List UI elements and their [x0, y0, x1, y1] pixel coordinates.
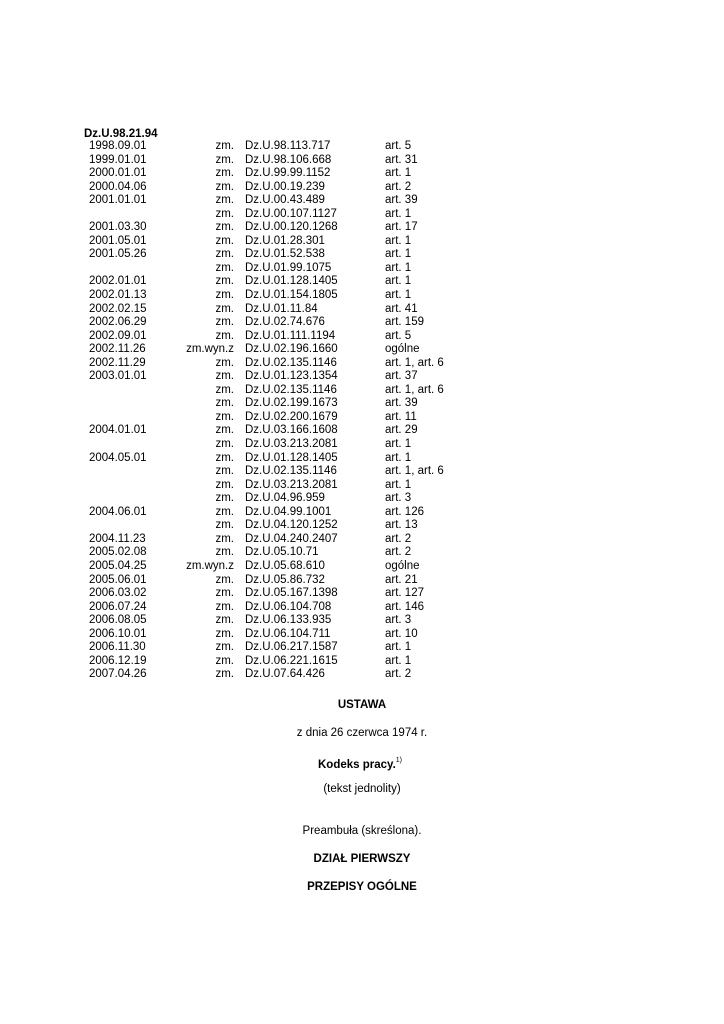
- amendment-articles: art. 1: [385, 289, 412, 302]
- amendment-date: 2007.04.26: [89, 668, 147, 681]
- amendment-type: zm.: [215, 397, 234, 410]
- amendment-articles: art. 37: [385, 370, 418, 383]
- table-row: [0, 357, 724, 371]
- table-row: [0, 574, 724, 588]
- amendment-reference: Dz.U.02.200.1679: [245, 410, 338, 423]
- amendment-reference: Dz.U.03.166.1608: [245, 424, 338, 437]
- amendment-type: zm.: [215, 289, 234, 302]
- amendment-date: 2002.01.13: [89, 289, 147, 302]
- amendment-date: 1999.01.01: [89, 153, 147, 166]
- amendment-articles: art. 1, art. 6: [385, 465, 444, 478]
- amendment-date: 2006.11.30: [89, 641, 146, 654]
- amendment-reference: Dz.U.01.111.1194: [245, 329, 336, 342]
- amendment-date: 2005.06.01: [89, 573, 147, 586]
- amendment-type: zm.: [215, 600, 234, 613]
- amendment-type: zm.: [215, 221, 234, 234]
- table-row: [0, 384, 724, 398]
- amendment-articles: art. 3: [385, 614, 412, 627]
- amendment-type: zm.: [215, 478, 234, 491]
- amendment-reference: Dz.U.00.120.1268: [245, 221, 338, 234]
- amendment-reference: Dz.U.01.123.1354: [245, 370, 338, 383]
- amendment-reference: Dz.U.04.120.1252: [245, 519, 338, 532]
- amendment-type: zm.: [215, 207, 234, 220]
- act-title-text: Kodeks pracy.: [318, 759, 396, 771]
- amendment-type: zm.: [215, 180, 234, 193]
- amendment-reference: Dz.U.02.135.1146: [245, 383, 337, 396]
- preamble-note: Preambuła (skreślona).: [302, 825, 422, 837]
- amendment-articles: art. 126: [385, 505, 424, 518]
- amendment-date: 2004.01.01: [89, 424, 147, 437]
- amendment-reference: Dz.U.01.128.1405: [245, 275, 338, 288]
- amendment-reference: Dz.U.01.52.538: [245, 248, 325, 261]
- table-row: [0, 208, 724, 222]
- amendment-articles: art. 41: [385, 302, 418, 315]
- table-row: [0, 154, 724, 168]
- amendment-articles: art. 1: [385, 451, 412, 464]
- amendment-reference: Dz.U.02.74.676: [245, 316, 325, 329]
- amendment-reference: Dz.U.99.99.1152: [245, 167, 331, 180]
- amendment-date: 2003.01.01: [89, 370, 147, 383]
- amendment-date: 2006.10.01: [89, 627, 147, 640]
- amendment-reference: Dz.U.05.167.1398: [245, 587, 338, 600]
- amendment-articles: art. 5: [385, 140, 412, 152]
- table-row: [0, 424, 724, 438]
- table-row: [0, 275, 724, 289]
- table-row: [0, 628, 724, 642]
- table-row: [0, 560, 724, 574]
- amendment-reference: Dz.U.02.196.1660: [245, 343, 338, 356]
- table-row: [0, 167, 724, 181]
- amendment-reference: Dz.U.03.213.2081: [245, 478, 338, 491]
- amendment-date: 2001.05.01: [89, 234, 147, 247]
- table-row: [0, 181, 724, 195]
- journal-reference: Dz.U.98.21.94: [84, 128, 158, 140]
- amendment-articles: art. 2: [385, 668, 412, 681]
- consolidated-note: (tekst jednolity): [323, 783, 401, 795]
- amendment-date: 2001.05.26: [89, 248, 147, 261]
- amendment-type: zm.: [215, 234, 234, 247]
- amendment-type: zm.: [215, 370, 234, 383]
- amendment-articles: art. 2: [385, 546, 412, 559]
- amendment-type: zm.: [215, 261, 234, 274]
- amendment-articles: art. 21: [385, 573, 418, 586]
- amendment-type: zm.: [215, 614, 234, 627]
- table-row: [0, 492, 724, 506]
- table-row: [0, 397, 724, 411]
- amendment-type: zm.: [215, 519, 234, 532]
- amendment-reference: Dz.U.01.154.1805: [245, 289, 338, 302]
- amendment-reference: Dz.U.01.28.301: [245, 234, 325, 247]
- amendment-type: zm.: [215, 410, 234, 423]
- amendment-reference: Dz.U.04.240.2407: [245, 532, 338, 545]
- amendment-type: zm.: [215, 194, 234, 207]
- act-heading: USTAWA: [337, 699, 387, 711]
- amendment-articles: art. 127: [385, 587, 424, 600]
- table-row: [0, 343, 724, 357]
- amendment-articles: art. 1, art. 6: [385, 356, 444, 369]
- amendment-type: zm.: [215, 546, 234, 559]
- table-row: [0, 370, 724, 384]
- amendment-articles: art. 29: [385, 424, 418, 437]
- amendment-type: zm.: [215, 316, 234, 329]
- amendment-type: zm.: [215, 153, 234, 166]
- amendment-type: zm.: [215, 532, 234, 545]
- amendment-type: zm.: [215, 302, 234, 315]
- amendment-reference: Dz.U.00.107.1127: [245, 207, 337, 220]
- table-row: [0, 587, 724, 601]
- amendment-date: 2006.12.19: [89, 654, 147, 667]
- amendment-type: zm.: [215, 587, 234, 600]
- amendment-reference: Dz.U.06.133.935: [245, 614, 332, 627]
- amendment-articles: art. 1: [385, 641, 412, 654]
- table-row: [0, 465, 724, 479]
- amendment-reference: Dz.U.04.96.959: [245, 492, 325, 505]
- amendment-reference: Dz.U.02.135.1146: [245, 356, 337, 369]
- amendment-reference: Dz.U.02.199.1673: [245, 397, 338, 410]
- amendment-date: 2004.05.01: [89, 451, 147, 464]
- amendment-date: 2004.06.01: [89, 505, 147, 518]
- amendment-type: zm.: [215, 465, 234, 478]
- act-date-line: z dnia 26 czerwca 1974 r.: [296, 727, 428, 739]
- amendment-type: zm.: [215, 275, 234, 288]
- amendment-date: 2006.03.02: [89, 587, 147, 600]
- table-row: [0, 411, 724, 425]
- amendment-date: 2005.04.25: [89, 559, 147, 572]
- amendment-type: zm.wyn.z: [186, 343, 234, 356]
- amendment-reference: Dz.U.02.135.1146: [245, 465, 337, 478]
- amendment-articles: art. 1: [385, 275, 412, 288]
- amendment-articles: art. 1: [385, 478, 412, 491]
- amendment-articles: art. 39: [385, 194, 418, 207]
- amendment-articles: art. 5: [385, 329, 412, 342]
- amendment-articles: art. 10: [385, 627, 418, 640]
- table-row: [0, 601, 724, 615]
- amendment-articles: art. 2: [385, 532, 412, 545]
- table-row: [0, 235, 724, 249]
- table-row: [0, 330, 724, 344]
- amendment-reference: Dz.U.03.213.2081: [245, 438, 338, 451]
- amendment-reference: Dz.U.05.10.71: [245, 546, 319, 559]
- amendment-reference: Dz.U.06.104.708: [245, 600, 332, 613]
- table-row: [0, 262, 724, 276]
- amendment-articles: art. 1: [385, 248, 412, 261]
- table-row: [0, 614, 724, 628]
- amendment-type: zm.: [215, 248, 234, 261]
- amendment-articles: art. 1: [385, 654, 412, 667]
- amendment-reference: Dz.U.05.86.732: [245, 573, 325, 586]
- amendment-articles: art. 2: [385, 180, 412, 193]
- amendment-articles: ogólne: [385, 559, 420, 572]
- amendment-date: 2005.02.08: [89, 546, 147, 559]
- division-title: PRZEPISY OGÓLNE: [307, 881, 417, 893]
- amendment-reference: Dz.U.05.68.610: [245, 559, 325, 572]
- amendment-date: 2002.11.29: [89, 356, 146, 369]
- amendment-type: zm.: [215, 329, 234, 342]
- amendment-date: 2001.01.01: [89, 194, 147, 207]
- table-row: [0, 506, 724, 520]
- amendment-type: zm.: [215, 492, 234, 505]
- amendments-table: [0, 140, 724, 682]
- amendment-articles: art. 39: [385, 397, 418, 410]
- amendment-reference: Dz.U.98.106.668: [245, 153, 332, 166]
- amendment-date: 2002.06.29: [89, 316, 147, 329]
- amendment-reference: Dz.U.01.128.1405: [245, 451, 338, 464]
- amendment-date: 2002.09.01: [89, 329, 147, 342]
- amendment-date: 2002.02.15: [89, 302, 147, 315]
- amendment-reference: Dz.U.07.64.426: [245, 668, 325, 681]
- amendment-type: zm.: [215, 424, 234, 437]
- amendment-date: 2006.07.24: [89, 600, 147, 613]
- amendment-articles: art. 1: [385, 261, 412, 274]
- act-title: [318, 754, 402, 772]
- table-row: [0, 452, 724, 466]
- amendment-articles: art. 3: [385, 492, 412, 505]
- table-row: [0, 221, 724, 235]
- table-row: [0, 533, 724, 547]
- amendment-date: 2000.01.01: [89, 167, 147, 180]
- amendment-articles: art. 17: [385, 221, 418, 234]
- amendment-type: zm.: [215, 654, 234, 667]
- table-row: [0, 303, 724, 317]
- table-row: [0, 140, 724, 154]
- amendment-reference: Dz.U.00.43.489: [245, 194, 325, 207]
- table-row: [0, 641, 724, 655]
- table-row: [0, 248, 724, 262]
- amendment-reference: Dz.U.06.221.1615: [245, 654, 338, 667]
- table-row: [0, 438, 724, 452]
- amendment-type: zm.wyn.z: [186, 559, 234, 572]
- amendment-type: zm.: [215, 573, 234, 586]
- amendment-reference: Dz.U.00.19.239: [245, 180, 325, 193]
- amendment-type: zm.: [215, 167, 234, 180]
- amendment-articles: art. 13: [385, 519, 418, 532]
- table-row: [0, 546, 724, 560]
- table-row: [0, 655, 724, 669]
- amendment-articles: art. 1: [385, 207, 412, 220]
- amendment-reference: Dz.U.04.99.1001: [245, 505, 332, 518]
- table-row: [0, 194, 724, 208]
- table-row: [0, 479, 724, 493]
- amendment-reference: Dz.U.06.217.1587: [245, 641, 338, 654]
- amendment-type: zm.: [215, 356, 234, 369]
- amendment-type: zm.: [215, 438, 234, 451]
- amendment-articles: ogólne: [385, 343, 420, 356]
- amendment-type: zm.: [215, 451, 234, 464]
- table-row: [0, 289, 724, 303]
- amendment-articles: art. 159: [385, 316, 424, 329]
- amendment-articles: art. 31: [385, 153, 418, 166]
- amendment-date: 2000.04.06: [89, 180, 147, 193]
- amendment-date: 2002.11.26: [89, 343, 146, 356]
- footnote-mark: 1): [395, 757, 402, 764]
- amendment-date: 2004.11.23: [89, 532, 146, 545]
- division-heading: DZIAŁ PIERWSZY: [313, 853, 411, 865]
- amendment-reference: Dz.U.01.99.1075: [245, 261, 332, 274]
- amendment-type: zm.: [215, 383, 234, 396]
- table-row: [0, 519, 724, 533]
- amendment-type: zm.: [215, 627, 234, 640]
- amendment-articles: art. 1: [385, 167, 412, 180]
- amendment-articles: art. 1: [385, 438, 412, 451]
- amendment-articles: art. 1, art. 6: [385, 383, 444, 396]
- amendment-type: zm.: [215, 668, 234, 681]
- amendment-date: 2006.08.05: [89, 614, 147, 627]
- amendment-type: zm.: [215, 505, 234, 518]
- amendment-date: 2002.01.01: [89, 275, 147, 288]
- amendment-date: 1998.09.01: [89, 140, 147, 152]
- amendment-type: zm.: [215, 641, 234, 654]
- amendment-reference: Dz.U.98.113.717: [245, 140, 331, 152]
- table-row: [0, 668, 724, 682]
- amendment-reference: Dz.U.01.11.84: [245, 302, 318, 315]
- amendment-articles: art. 11: [385, 410, 417, 423]
- amendment-articles: art. 146: [385, 600, 424, 613]
- table-row: [0, 316, 724, 330]
- amendment-type: zm.: [215, 140, 234, 152]
- amendment-reference: Dz.U.06.104.711: [245, 627, 331, 640]
- amendment-date: 2001.03.30: [89, 221, 147, 234]
- amendment-articles: art. 1: [385, 234, 412, 247]
